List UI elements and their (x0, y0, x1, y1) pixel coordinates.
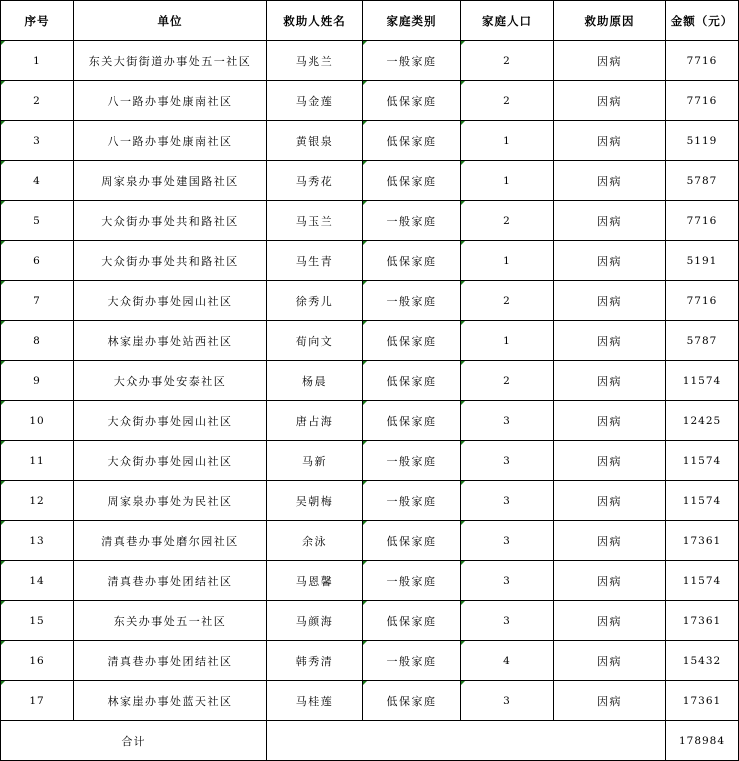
cell-name: 余泳 (267, 521, 363, 561)
cell-size: 1 (461, 321, 554, 361)
cell-unit: 周家泉办事处建国路社区 (74, 161, 267, 201)
cell-reason: 因病 (554, 361, 666, 401)
cell-name: 马恩馨 (267, 561, 363, 601)
cell-size: 2 (461, 81, 554, 121)
cell-size: 3 (461, 441, 554, 481)
cell-name: 马生青 (267, 241, 363, 281)
header-serial: 序号 (1, 1, 74, 41)
cell-unit: 大众街办事处园山社区 (74, 281, 267, 321)
cell-unit: 清真巷办事处团结社区 (74, 561, 267, 601)
cell-serial: 6 (1, 241, 74, 281)
cell-serial: 5 (1, 201, 74, 241)
table-row (1, 321, 739, 361)
cell-category: 低保家庭 (363, 521, 461, 561)
cell-size: 3 (461, 561, 554, 601)
cell-amount: 11574 (666, 481, 739, 521)
cell-category: 一般家庭 (363, 481, 461, 521)
cell-size: 2 (461, 281, 554, 321)
table-row (1, 81, 739, 121)
cell-size: 2 (461, 201, 554, 241)
cell-category: 一般家庭 (363, 41, 461, 81)
cell-size: 3 (461, 601, 554, 641)
cell-reason: 因病 (554, 81, 666, 121)
cell-reason: 因病 (554, 401, 666, 441)
table-row (1, 41, 739, 81)
cell-category: 低保家庭 (363, 361, 461, 401)
cell-serial: 7 (1, 281, 74, 321)
total-amount: 178984 (666, 721, 739, 761)
table-row (1, 241, 739, 281)
cell-category: 一般家庭 (363, 641, 461, 681)
cell-size: 4 (461, 641, 554, 681)
cell-amount: 11574 (666, 441, 739, 481)
table-row (1, 441, 739, 481)
cell-amount: 5787 (666, 321, 739, 361)
cell-amount: 11574 (666, 361, 739, 401)
cell-amount: 17361 (666, 681, 739, 721)
cell-reason: 因病 (554, 241, 666, 281)
cell-unit: 八一路办事处康南社区 (74, 81, 267, 121)
header-category: 家庭类别 (363, 1, 461, 41)
cell-category: 低保家庭 (363, 161, 461, 201)
cell-name: 杨晨 (267, 361, 363, 401)
cell-category: 低保家庭 (363, 121, 461, 161)
cell-category: 低保家庭 (363, 241, 461, 281)
cell-amount: 5787 (666, 161, 739, 201)
cell-serial: 16 (1, 641, 74, 681)
cell-category: 低保家庭 (363, 601, 461, 641)
header-row (1, 1, 739, 41)
cell-name: 马金莲 (267, 81, 363, 121)
cell-unit: 东关办事处五一社区 (74, 601, 267, 641)
cell-unit: 清真巷办事处团结社区 (74, 641, 267, 681)
cell-reason: 因病 (554, 601, 666, 641)
cell-amount: 5119 (666, 121, 739, 161)
cell-size: 1 (461, 161, 554, 201)
cell-reason: 因病 (554, 681, 666, 721)
cell-unit: 周家泉办事处为民社区 (74, 481, 267, 521)
cell-reason: 因病 (554, 321, 666, 361)
cell-reason: 因病 (554, 521, 666, 561)
cell-serial: 4 (1, 161, 74, 201)
cell-amount: 7716 (666, 281, 739, 321)
cell-reason: 因病 (554, 641, 666, 681)
cell-category: 一般家庭 (363, 561, 461, 601)
cell-category: 低保家庭 (363, 321, 461, 361)
cell-name: 马桂莲 (267, 681, 363, 721)
cell-name: 徐秀儿 (267, 281, 363, 321)
cell-size: 1 (461, 241, 554, 281)
table-row (1, 201, 739, 241)
cell-reason: 因病 (554, 201, 666, 241)
table-row (1, 681, 739, 721)
table-row (1, 161, 739, 201)
table-row (1, 361, 739, 401)
cell-name: 黄银泉 (267, 121, 363, 161)
cell-serial: 13 (1, 521, 74, 561)
cell-unit: 大众街办事处共和路社区 (74, 241, 267, 281)
cell-serial: 8 (1, 321, 74, 361)
cell-serial: 3 (1, 121, 74, 161)
cell-serial: 14 (1, 561, 74, 601)
header-reason: 救助原因 (554, 1, 666, 41)
cell-amount: 17361 (666, 601, 739, 641)
table-row (1, 121, 739, 161)
cell-name: 唐占海 (267, 401, 363, 441)
total-row (1, 721, 739, 761)
cell-serial: 11 (1, 441, 74, 481)
cell-category: 低保家庭 (363, 681, 461, 721)
cell-size: 3 (461, 681, 554, 721)
cell-serial: 1 (1, 41, 74, 81)
cell-serial: 9 (1, 361, 74, 401)
cell-category: 低保家庭 (363, 401, 461, 441)
cell-unit: 大众街办事处园山社区 (74, 401, 267, 441)
cell-category: 一般家庭 (363, 201, 461, 241)
cell-serial: 12 (1, 481, 74, 521)
cell-reason: 因病 (554, 41, 666, 81)
cell-serial: 15 (1, 601, 74, 641)
cell-reason: 因病 (554, 481, 666, 521)
cell-size: 2 (461, 361, 554, 401)
cell-unit: 大众街办事处共和路社区 (74, 201, 267, 241)
table-row (1, 561, 739, 601)
cell-name: 荀向文 (267, 321, 363, 361)
cell-name: 韩秀清 (267, 641, 363, 681)
cell-size: 3 (461, 481, 554, 521)
cell-category: 一般家庭 (363, 441, 461, 481)
cell-amount: 7716 (666, 81, 739, 121)
cell-reason: 因病 (554, 561, 666, 601)
table-row (1, 641, 739, 681)
header-size: 家庭人口 (461, 1, 554, 41)
cell-amount: 11574 (666, 561, 739, 601)
cell-reason: 因病 (554, 441, 666, 481)
cell-name: 马颜海 (267, 601, 363, 641)
cell-unit: 林家崖办事处蓝天社区 (74, 681, 267, 721)
header-unit: 单位 (74, 1, 267, 41)
cell-unit: 林家崖办事处站西社区 (74, 321, 267, 361)
cell-unit: 清真巷办事处磨尔园社区 (74, 521, 267, 561)
table-row (1, 281, 739, 321)
cell-category: 低保家庭 (363, 81, 461, 121)
header-amount: 金额（元） (666, 1, 739, 41)
table-row (1, 401, 739, 441)
cell-amount: 7716 (666, 201, 739, 241)
cell-unit: 大众办事处安泰社区 (74, 361, 267, 401)
cell-amount: 12425 (666, 401, 739, 441)
cell-serial: 17 (1, 681, 74, 721)
cell-reason: 因病 (554, 281, 666, 321)
cell-amount: 15432 (666, 641, 739, 681)
table-row (1, 521, 739, 561)
cell-name: 马新 (267, 441, 363, 481)
cell-category: 一般家庭 (363, 281, 461, 321)
cell-amount: 7716 (666, 41, 739, 81)
cell-amount: 17361 (666, 521, 739, 561)
cell-size: 3 (461, 521, 554, 561)
total-label: 合计 (1, 721, 267, 761)
table-row (1, 481, 739, 521)
total-blank (267, 721, 666, 761)
cell-serial: 2 (1, 81, 74, 121)
cell-name: 马兆兰 (267, 41, 363, 81)
cell-size: 3 (461, 401, 554, 441)
cell-unit: 八一路办事处康南社区 (74, 121, 267, 161)
cell-amount: 5191 (666, 241, 739, 281)
cell-name: 马秀花 (267, 161, 363, 201)
cell-size: 2 (461, 41, 554, 81)
cell-reason: 因病 (554, 161, 666, 201)
table-row (1, 601, 739, 641)
cell-name: 马玉兰 (267, 201, 363, 241)
cell-unit: 东关大街街道办事处五一社区 (74, 41, 267, 81)
cell-serial: 10 (1, 401, 74, 441)
header-name: 救助人姓名 (267, 1, 363, 41)
cell-unit: 大众街办事处园山社区 (74, 441, 267, 481)
cell-size: 1 (461, 121, 554, 161)
cell-reason: 因病 (554, 121, 666, 161)
cell-name: 吴朝梅 (267, 481, 363, 521)
